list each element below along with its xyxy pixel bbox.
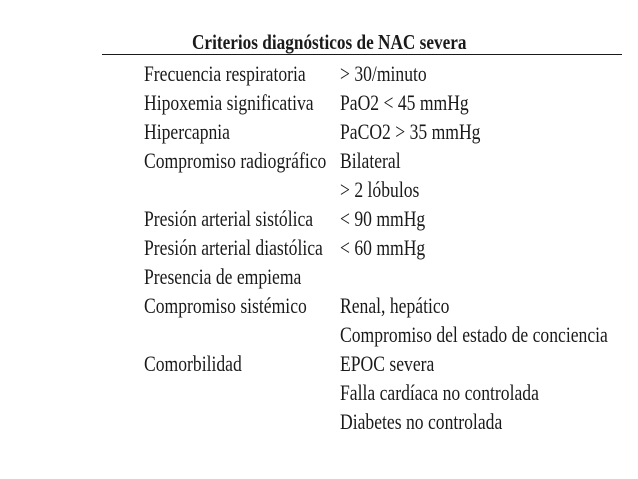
criterion-label: Compromiso sistémico [144, 293, 307, 318]
criterion-value: Renal, hepático [340, 293, 450, 318]
criteria-row [0, 88, 638, 117]
criteria-row [0, 320, 638, 349]
criterion-label: Presión arterial sistólica [144, 206, 314, 231]
criterion-value: Compromiso del estado de conciencia [340, 322, 608, 347]
criteria-table [0, 59, 638, 436]
criterion-label: Compromiso radiográfico [144, 148, 327, 173]
criterion-value: < 60 mmHg [340, 235, 426, 260]
criteria-row [0, 262, 638, 291]
criterion-value: > 2 lóbulos [340, 177, 420, 202]
criteria-row [0, 117, 638, 146]
criterion-label: Hipoxemia significativa [144, 90, 314, 115]
criterion-label: Hipercapnia [144, 119, 230, 144]
criterion-label: Frecuencia respiratoria [144, 61, 306, 86]
criteria-row [0, 407, 638, 436]
criterion-value: PaO2 < 45 mmHg [340, 90, 469, 115]
criteria-row [0, 233, 638, 262]
criterion-value: > 30/minuto [340, 61, 427, 86]
criterion-label: Presencia de empiema [144, 264, 302, 289]
criterion-value: EPOC severa [340, 351, 435, 376]
criterion-value: Bilateral [340, 148, 401, 173]
criteria-row [0, 349, 638, 378]
criteria-row [0, 146, 638, 175]
criterion-label: Comorbilidad [144, 351, 242, 376]
title-underline [102, 54, 622, 55]
criterion-value: Falla cardíaca no controlada [340, 380, 539, 405]
criterion-value: PaCO2 > 35 mmHg [340, 119, 481, 144]
criteria-row [0, 204, 638, 233]
document-title: Criterios diagnósticos de NAC severa [192, 30, 467, 54]
criteria-row [0, 378, 638, 407]
criteria-row [0, 175, 638, 204]
criterion-label: Presión arterial diastólica [144, 235, 323, 260]
criterion-value: < 90 mmHg [340, 206, 426, 231]
criteria-row [0, 291, 638, 320]
criteria-row [0, 59, 638, 88]
criterion-value: Diabetes no controlada [340, 409, 503, 434]
